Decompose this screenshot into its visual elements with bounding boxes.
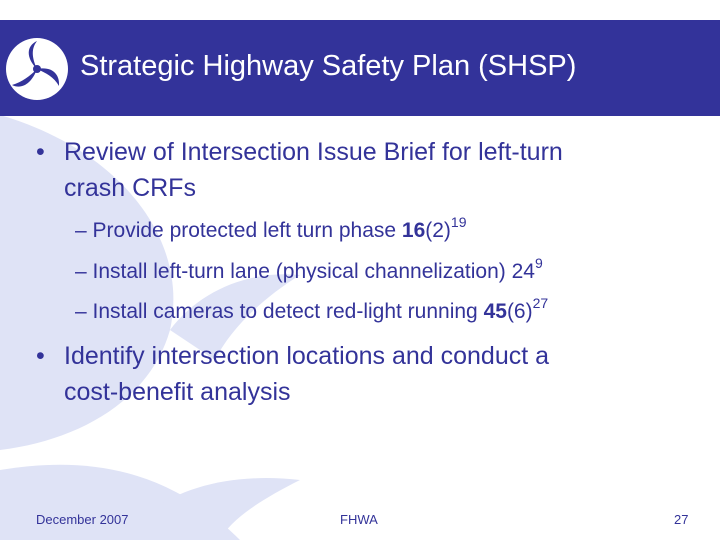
bullet-text-line-2: cost-benefit analysis xyxy=(64,378,291,406)
slide-title: Strategic Highway Safety Plan (SHSP) xyxy=(80,50,577,82)
sub-item-paren: (2) xyxy=(425,219,451,242)
sub-item xyxy=(75,255,715,286)
sub-item-value: 45 xyxy=(483,300,507,323)
sub-item-text: Install left-turn lane (physical channelization) xyxy=(92,260,506,283)
sub-item-text: Install cameras to detect red-light running xyxy=(92,300,478,323)
bullet-text-line-1: Review of Intersection Issue Brief for left-turn xyxy=(64,138,563,166)
sub-item-sup: 9 xyxy=(534,255,543,271)
bullet-text-line-2: crash CRFs xyxy=(64,174,196,202)
sub-item-value: 24 xyxy=(511,260,535,283)
sub-item-paren: (6) xyxy=(506,300,533,323)
sub-item-text: Provide protected left turn phase xyxy=(92,219,397,242)
bullet-mark: • xyxy=(36,342,45,370)
footer-page-number: 27 xyxy=(674,512,689,527)
sub-item-value: 16 xyxy=(401,219,426,242)
footer-org: FHWA xyxy=(340,512,378,527)
bullet-mark: • xyxy=(36,138,45,166)
footer-date: December 2007 xyxy=(36,512,129,527)
sub-item-dash: – xyxy=(75,260,87,283)
sub-item xyxy=(75,295,715,326)
sub-item-sup: 19 xyxy=(450,214,467,230)
bullet-item xyxy=(36,134,696,206)
sub-item-dash: – xyxy=(75,219,87,242)
bullet-text-line-1: Identify intersection locations and conduct a xyxy=(64,342,550,370)
dot-logo-icon xyxy=(4,36,70,102)
bullet-item xyxy=(36,338,696,410)
sub-item xyxy=(75,214,715,245)
sub-item-dash: – xyxy=(75,300,87,323)
sub-item-sup: 27 xyxy=(532,295,549,311)
